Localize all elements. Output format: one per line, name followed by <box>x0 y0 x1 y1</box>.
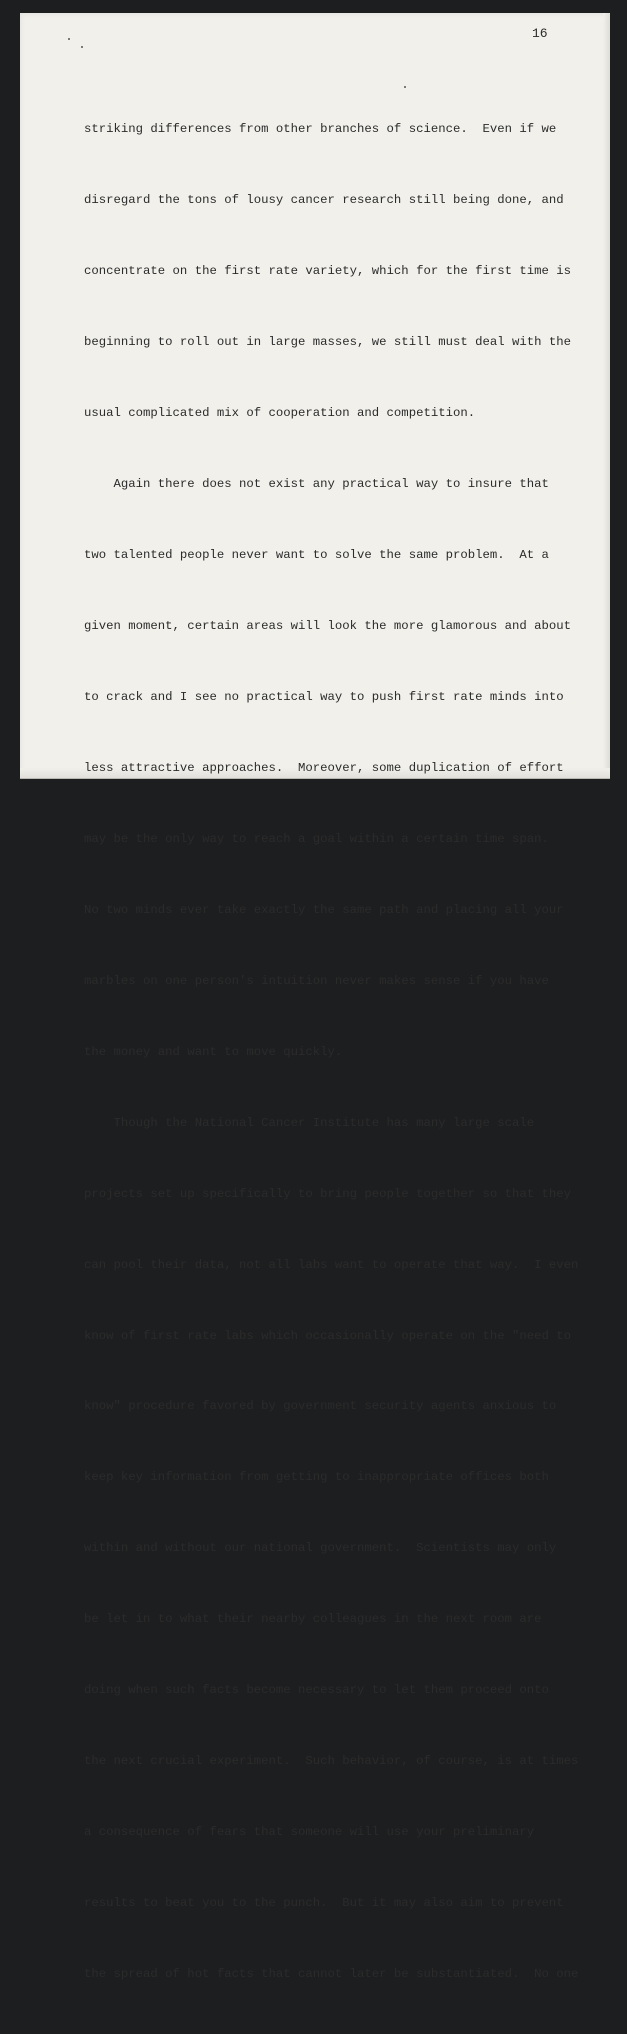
text-line: two talented people never want to solve the same problem. At a <box>84 548 549 563</box>
text-line: doing when such facts become necessary to let them proceed onto <box>84 1683 549 1698</box>
text-line: concentrate on the first rate variety, which for the first time is <box>84 264 572 279</box>
typewritten-page <box>20 13 610 1982</box>
paper-edge-right <box>603 13 610 779</box>
text-line: keep key information from getting to inappropriate offices both <box>84 1470 549 1485</box>
text-line: a consequence of fears that someone will use your preliminary <box>84 1825 535 1840</box>
text-line: the spread of hot facts that cannot later be substantiated. No one <box>84 1967 579 1982</box>
text-line: can pool their data, not all labs want to operate that way. I even <box>84 1257 579 1272</box>
text-line: Again there does not exist any practical way to insure that <box>84 477 549 492</box>
text-line: less attractive approaches. Moreover, some duplication of effort <box>84 760 564 775</box>
text-line: within and without our national government. Scientists may only <box>84 1541 557 1556</box>
text-line: be let in to what their nearby colleagues in the next room are <box>84 1612 542 1627</box>
text-line: know" procedure favored by government security agents anxious to <box>84 1399 557 1414</box>
text-line: Though the National Cancer Institute has many large scale <box>84 1115 535 1130</box>
text-line: marbles on one person's intuition never makes sense if you have <box>84 973 549 988</box>
text-line: may be the only way to reach a goal within a certain time span. <box>84 831 549 846</box>
text-line: results to beat you to the punch. But it may also aim to prevent <box>84 1896 564 1911</box>
text-line: striking differences from other branches of science. Even if we <box>84 122 557 137</box>
text-line: disregard the tons of lousy cancer research still being done, and <box>84 193 564 208</box>
text-line: the next crucial experiment. Such behavior, of course, is at times <box>84 1754 579 1769</box>
text-line: the money and want to move quickly. <box>84 1044 343 1059</box>
page-number: 16 <box>532 26 548 41</box>
text-line: usual complicated mix of cooperation and competition. <box>84 406 476 421</box>
text-line: No two minds ever take exactly the same path and placing all your <box>84 902 564 917</box>
text-line: to crack and I see no practical way to push first rate minds into <box>84 689 564 704</box>
paper-speck <box>68 38 70 40</box>
body-text <box>84 71 579 2034</box>
text-line: projects set up specifically to bring people together so that they <box>84 1186 572 1201</box>
paper-speck <box>81 46 83 48</box>
text-line: beginning to roll out in large masses, we still must deal with the <box>84 335 572 350</box>
text-line: given moment, certain areas will look the more glamorous and about <box>84 618 572 633</box>
text-line: know of first rate labs which occasionally operate on the "need to <box>84 1328 572 1343</box>
